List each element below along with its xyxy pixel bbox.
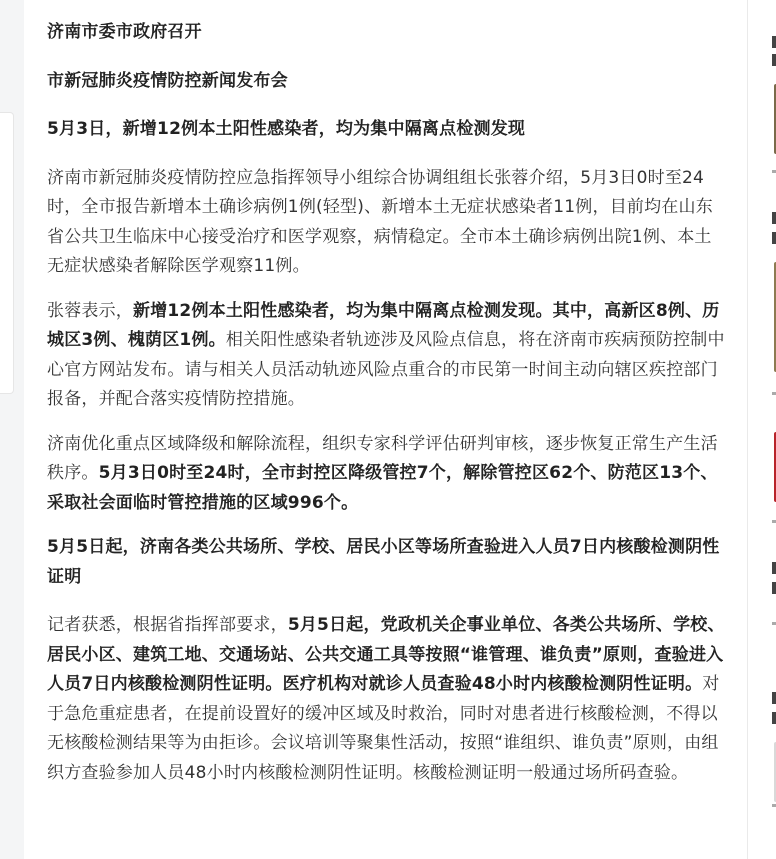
section-2-title: 5月5日起，济南各类公共场所、学校、居民小区等场所查验进入人员7日内核酸检测阴性证明: [47, 537, 720, 587]
rail-caption: [772, 392, 776, 395]
paragraph-4-bold: 5月5日起，党政机关企事业单位、各类公共场所、学校、居民小区、建筑工地、交通场站、公共交通工具等按照“谁管理、谁负责”原则，查验进入人员7日内核酸检测阴性证明。医疗机构对就诊人员查验48小时内核酸检测阴性证明。: [47, 615, 725, 694]
paragraph-4: [47, 611, 727, 788]
paragraph-3-lead: 济南优化重点区域降级和解除流程，组织专家科学评估研判审核，逐步恢复正常生产生活秩序。: [47, 433, 718, 483]
paragraph-4-lead: 记者获悉，根据省指挥部要求，: [47, 615, 288, 635]
paragraph-2-lead: 张蓉表示，: [47, 300, 133, 321]
paragraph-2-rest: 相关阳性感染者轨迹涉及风险点信息，将在济南市疾病预防控制中心官方网站发布。请与相关人员活动轨迹风险点重合的市民第一时间主动向辖区疾控部门报备，并配合落实疫情防控措施。: [47, 330, 725, 409]
rail-text-fragment[interactable]: [772, 562, 776, 574]
paragraph-2-bold: 新增12例本土阳性感染者，均为集中隔离点检测发现。其中，高新区8例、历城区3例、槐荫区1例。: [47, 300, 720, 350]
paragraph-1: 济南市新冠肺炎疫情防控应急指挥领导小组综合协调组组长张蓉介绍，5月3日0时至24时，全市报告新增本土确诊病例1例(轻型)、新增本土无症状感染者11例，目前均在山东省公共卫生临床中心接受治疗和医学观察，病情稳定。全市本土确诊病例出院1例、本土无症状感染者解除医学观察11例。: [47, 167, 713, 276]
rail-text-fragment[interactable]: [772, 232, 776, 244]
right-sidebar-rail: [747, 0, 776, 859]
rail-text-fragment[interactable]: [772, 712, 776, 724]
rail-text-fragment[interactable]: [772, 582, 776, 594]
paragraph-4-rest: 对于急危重症患者，在提前设置好的缓冲区域及时救治，同时对患者进行核酸检测，不得以无核酸检测结果等为由拒诊。会议培训等聚集性活动，按照“谁组织、谁负责”原则，由组织方查验参加人员48小时内核酸检测阴性证明。核酸检测证明一般通过场所码查验。: [47, 674, 720, 783]
headline-2: 市新冠肺炎疫情防控新闻发布会: [47, 70, 288, 91]
section-1-title: 5月3日，新增12例本土阳性感染者，均为集中隔离点检测发现: [47, 119, 526, 139]
rail-text-fragment[interactable]: [772, 54, 776, 66]
rail-caption: [772, 520, 776, 523]
paragraph-2: [47, 297, 727, 415]
rail-caption: [772, 622, 776, 625]
rail-text-fragment[interactable]: [772, 692, 776, 704]
left-side-tab[interactable]: [0, 112, 14, 394]
paragraph-3: [47, 430, 727, 519]
headline-1: 济南市委市政府召开: [47, 22, 202, 42]
rail-text-fragment[interactable]: [772, 212, 776, 224]
article-content: [47, 18, 727, 803]
paragraph-3-bold: 5月3日0时至24时，全市封控区降级管控7个，解除管控区62个、防范区13个、采取社会面临时管控措施的区域996个。: [47, 463, 718, 513]
rail-caption: [772, 170, 776, 173]
article-body: [24, 0, 747, 859]
rail-text-fragment[interactable]: [772, 36, 776, 48]
rail-caption: [772, 804, 776, 807]
